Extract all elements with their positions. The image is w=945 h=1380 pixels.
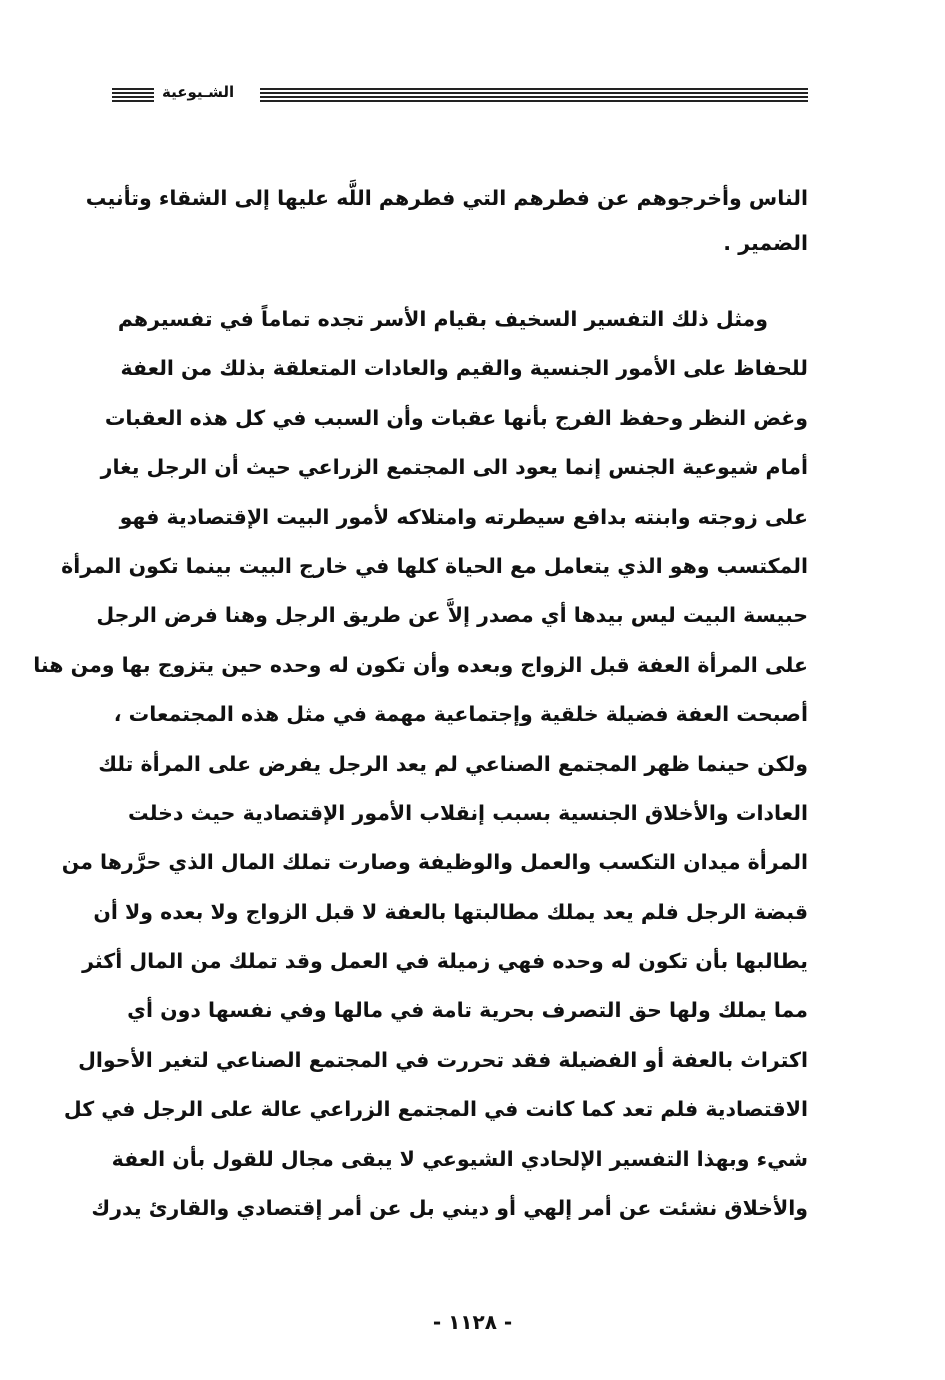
paragraph-continued xyxy=(85,176,808,266)
text-line: وغض النظر وحفظ الفرج بأنها عقبات وأن السبب في كل هذه العقبات xyxy=(104,405,808,430)
text-line: الاقتصادية فلم تعد كما كانت في المجتمع الزراعي عالة على الرجل في كل xyxy=(63,1097,808,1122)
text-line: أصبحت العفة فضيلة خلقية وإجتماعية مهمة في مثل هذه المجتمعات ، xyxy=(113,702,808,727)
text-line: على المرأة العفة قبل الزواج وبعده وأن تكون له وحده حين يتزوج بها ومن هنا xyxy=(33,652,808,677)
running-header xyxy=(112,84,808,106)
text-line: ولكن حينما ظهر المجتمع الصناعي لم يعد الرجل يفرض على المرأة تلك xyxy=(98,751,808,776)
text-line: حبيسة البيت ليس بيدها أي مصدر إلاَّ عن طريق الرجل وهنا فرض الرجل xyxy=(96,603,808,628)
text-line: الضمير . xyxy=(723,231,808,255)
text-line: أمام شيوعية الجنس إنما يعود الى المجتمع الزراعي حيث أن الرجل يغار xyxy=(100,455,808,480)
header-rule-lines xyxy=(260,88,808,102)
text-line: شيء وبهذا التفسير الإلحادي الشيوعي لا يبقى مجال للقول بأن العفة xyxy=(111,1146,808,1171)
text-line: المكتسب وهو الذي يتعامل مع الحياة كلها في خارج البيت بينما تكون المرأة xyxy=(61,553,808,578)
text-line: اكتراث بالعفة أو الفضيلة فقد تحررت في المجتمع الصناعي لتغير الأحوال xyxy=(78,1047,808,1072)
paragraph-main xyxy=(33,295,808,1233)
text-line: يطالبها بأن تكون له وحده فهي زميلة في العمل وقد تملك من المال أكثر xyxy=(82,949,808,974)
page-number: - ١١٢٨ - xyxy=(432,1310,513,1334)
text-line: مما يملك ولها حق التصرف بحرية تامة في مالها وفي نفسها دون أي xyxy=(127,998,808,1023)
text-line: ومثل ذلك التفسير السخيف بقيام الأسر تجده تماماً في تفسيرهم xyxy=(117,307,768,331)
header-title: الشـيوعية xyxy=(162,83,235,101)
text-line: المرأة ميدان التكسب والعمل والوظيفة وصارت تملك المال الذي حرَّرها من xyxy=(61,850,808,875)
text-line: والأخلاق نشئت عن أمر إلهي أو ديني بل عن أمر إقتصادي والقارئ يدرك xyxy=(91,1196,808,1221)
header-rule-short xyxy=(112,88,154,102)
text-line: الناس وأخرجوهم عن فطرهم التي فطرهم اللَّه عليها إلى الشقاء وتأنيب xyxy=(85,186,808,210)
text-line: للحفاظ على الأمور الجنسية والقيم والعادات المتعلقة بذلك من العفة xyxy=(120,356,808,381)
text-line: العادات والأخلاق الجنسية بسبب إنقلاب الأمور الإقتصادية حيث دخلت xyxy=(128,800,808,825)
text-line: على زوجته وابنته بدافع سيطرته وامتلاكه لأمور البيت الإقتصادية فهو xyxy=(119,504,808,529)
text-line: قبضة الرجل فلم يعد يملك مطالبتها بالعفة لا قبل الزواج ولا بعده ولا أن xyxy=(93,899,808,924)
